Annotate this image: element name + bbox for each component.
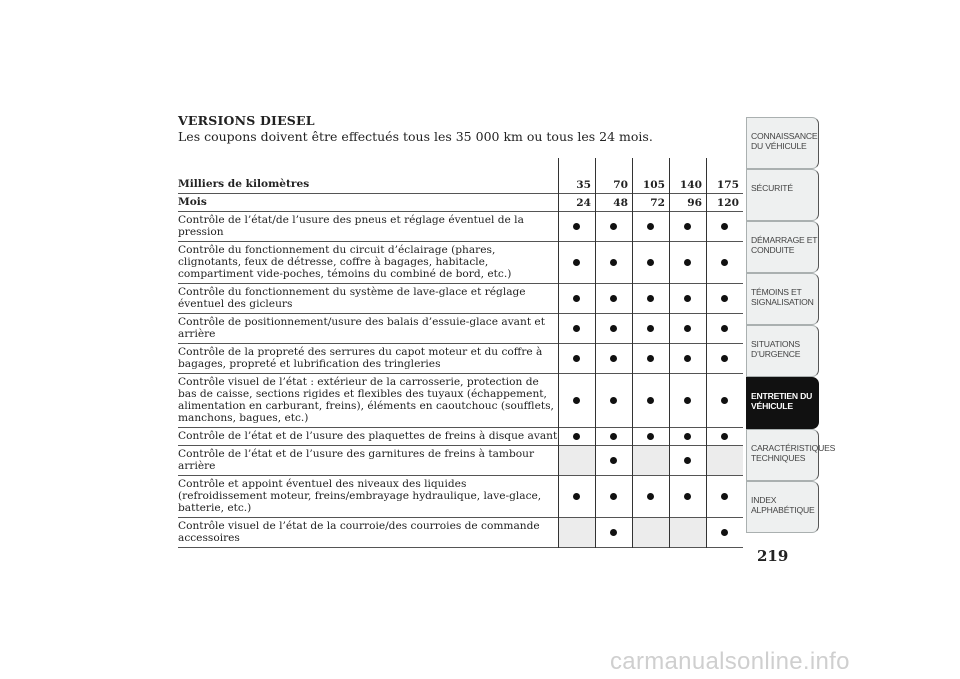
interval-cell bbox=[706, 314, 743, 343]
chapter-sidebar bbox=[746, 117, 836, 533]
interval-cell bbox=[558, 284, 595, 313]
interval-cell bbox=[595, 446, 632, 475]
check-dot-icon bbox=[647, 223, 654, 230]
check-dot-icon bbox=[610, 295, 617, 302]
km-value: 175 bbox=[716, 178, 739, 191]
check-dot-icon bbox=[573, 397, 580, 404]
row-label: Contrôle de positionnement/usure des balais d’essuie-glace avant et arrière bbox=[178, 316, 545, 340]
interval-cell bbox=[558, 212, 595, 241]
table-row bbox=[178, 374, 743, 428]
check-dot-icon bbox=[573, 295, 580, 302]
interval-cell bbox=[595, 374, 632, 427]
check-dot-icon bbox=[610, 457, 617, 464]
row-label: Contrôle de l’état et de l’usure des plaquettes de freins à disque avant bbox=[178, 430, 558, 442]
km-value: 70 bbox=[613, 178, 628, 191]
interval-cell bbox=[595, 284, 632, 313]
column-divider bbox=[669, 158, 670, 548]
month-value: 96 bbox=[687, 196, 702, 209]
check-dot-icon bbox=[573, 355, 580, 362]
interval-cell bbox=[595, 476, 632, 517]
check-dot-icon bbox=[573, 223, 580, 230]
check-dot-icon bbox=[684, 433, 691, 440]
check-dot-icon bbox=[573, 259, 580, 266]
check-dot-icon bbox=[573, 433, 580, 440]
check-dot-icon bbox=[647, 397, 654, 404]
km-value: 140 bbox=[679, 178, 702, 191]
column-divider bbox=[706, 158, 707, 548]
check-dot-icon bbox=[721, 259, 728, 266]
interval-cell bbox=[632, 476, 669, 517]
km-value: 105 bbox=[642, 178, 665, 191]
check-dot-icon bbox=[647, 355, 654, 362]
table-row bbox=[178, 476, 743, 518]
chapter-tab[interactable]: TÉMOINS ET SIGNALISATION bbox=[746, 273, 819, 325]
interval-cell bbox=[706, 374, 743, 427]
interval-cell bbox=[669, 344, 706, 373]
interval-cell bbox=[558, 476, 595, 517]
table-header-months bbox=[178, 194, 743, 212]
row-label: Contrôle de l’état/de l’usure des pneus et réglage éventuel de la pression bbox=[178, 214, 524, 238]
interval-cell bbox=[595, 344, 632, 373]
interval-cell bbox=[632, 518, 669, 547]
interval-cell bbox=[669, 518, 706, 547]
interval-cell bbox=[558, 518, 595, 547]
check-dot-icon bbox=[610, 325, 617, 332]
row-label: Contrôle de la propreté des serrures du capot moteur et du coffre à bagages, propreté et lubrification des tringleries bbox=[178, 346, 543, 370]
interval-cell bbox=[706, 476, 743, 517]
check-dot-icon bbox=[573, 325, 580, 332]
table-row bbox=[178, 242, 743, 284]
table-row bbox=[178, 446, 743, 476]
month-value: 120 bbox=[716, 196, 739, 209]
interval-cell bbox=[632, 314, 669, 343]
check-dot-icon bbox=[721, 397, 728, 404]
interval-cell bbox=[706, 242, 743, 283]
interval-cell bbox=[632, 344, 669, 373]
table-row bbox=[178, 518, 743, 548]
column-divider bbox=[558, 158, 559, 548]
interval-cell bbox=[595, 518, 632, 547]
check-dot-icon bbox=[610, 397, 617, 404]
months-label: Mois bbox=[178, 196, 207, 208]
interval-cell bbox=[595, 428, 632, 445]
chapter-tab[interactable]: CARACTÉRISTIQUES TECHNIQUES bbox=[746, 429, 819, 481]
check-dot-icon bbox=[684, 493, 691, 500]
interval-cell bbox=[669, 212, 706, 241]
chapter-tab[interactable]: ENTRETIEN DU VÉHICULE bbox=[746, 377, 819, 429]
row-label: Contrôle du fonctionnement du circuit d’éclairage (phares, clignotants, feux de détresse, coffre à bagages, habitacle, compartiment vide-poches, témoins du combiné de bord, etc.) bbox=[178, 244, 512, 280]
check-dot-icon bbox=[647, 493, 654, 500]
check-dot-icon bbox=[684, 457, 691, 464]
interval-cell bbox=[632, 446, 669, 475]
interval-cell bbox=[706, 344, 743, 373]
check-dot-icon bbox=[647, 325, 654, 332]
page-number: 219 bbox=[757, 547, 789, 565]
interval-cell bbox=[669, 374, 706, 427]
check-dot-icon bbox=[721, 355, 728, 362]
table-row bbox=[178, 428, 743, 446]
interval-cell bbox=[558, 314, 595, 343]
table-row bbox=[178, 284, 743, 314]
check-dot-icon bbox=[721, 223, 728, 230]
check-dot-icon bbox=[573, 493, 580, 500]
maintenance-table bbox=[178, 158, 743, 548]
interval-cell bbox=[632, 284, 669, 313]
interval-cell bbox=[669, 242, 706, 283]
table-row bbox=[178, 314, 743, 344]
interval-cell bbox=[558, 242, 595, 283]
month-value: 24 bbox=[576, 196, 591, 209]
interval-cell bbox=[669, 284, 706, 313]
check-dot-icon bbox=[610, 259, 617, 266]
row-label: Contrôle de l’état et de l’usure des garnitures de freins à tambour arrière bbox=[178, 448, 535, 472]
interval-cell bbox=[595, 212, 632, 241]
interval-cell bbox=[558, 344, 595, 373]
check-dot-icon bbox=[684, 259, 691, 266]
check-dot-icon bbox=[721, 295, 728, 302]
interval-cell bbox=[669, 476, 706, 517]
check-dot-icon bbox=[610, 355, 617, 362]
check-dot-icon bbox=[647, 295, 654, 302]
interval-cell bbox=[706, 212, 743, 241]
chapter-tab[interactable]: INDEX ALPHABÉTIQUE bbox=[746, 481, 819, 533]
watermark: carmanualsonline.info bbox=[610, 648, 850, 675]
check-dot-icon bbox=[684, 295, 691, 302]
check-dot-icon bbox=[721, 433, 728, 440]
chapter-tab[interactable]: SÉCURITÉ bbox=[746, 169, 819, 221]
table-row bbox=[178, 344, 743, 374]
check-dot-icon bbox=[684, 397, 691, 404]
check-dot-icon bbox=[647, 259, 654, 266]
section-heading: VERSIONS DIESEL bbox=[178, 113, 315, 128]
interval-cell bbox=[595, 242, 632, 283]
interval-cell bbox=[558, 446, 595, 475]
km-label: Milliers de kilomètres bbox=[178, 178, 310, 190]
interval-cell bbox=[632, 242, 669, 283]
interval-cell bbox=[706, 518, 743, 547]
column-divider bbox=[632, 158, 633, 548]
row-label: Contrôle du fonctionnement du système de lave-glace et réglage éventuel des gicleurs bbox=[178, 286, 526, 310]
chapter-tab[interactable]: DÉMARRAGE ET CONDUITE bbox=[746, 221, 819, 273]
interval-cell bbox=[706, 446, 743, 475]
check-dot-icon bbox=[610, 493, 617, 500]
interval-cell bbox=[632, 374, 669, 427]
table-body bbox=[178, 212, 743, 548]
interval-cell bbox=[669, 314, 706, 343]
interval-cell bbox=[706, 428, 743, 445]
month-value: 72 bbox=[650, 196, 665, 209]
interval-cell bbox=[558, 374, 595, 427]
check-dot-icon bbox=[721, 325, 728, 332]
check-dot-icon bbox=[610, 433, 617, 440]
check-dot-icon bbox=[721, 493, 728, 500]
table-header-km bbox=[178, 158, 743, 194]
interval-cell bbox=[669, 446, 706, 475]
check-dot-icon bbox=[721, 529, 728, 536]
check-dot-icon bbox=[647, 433, 654, 440]
table-row bbox=[178, 212, 743, 242]
chapter-tab[interactable]: SITUATIONS D’URGENCE bbox=[746, 325, 819, 377]
interval-cell bbox=[632, 212, 669, 241]
interval-cell bbox=[706, 284, 743, 313]
row-label: Contrôle visuel de l’état : extérieur de la carrosserie, protection de bas de caisse, sections rigides et flexibles des tuyaux (échappement, alimentation en carburant, freins), éléments en caoutchouc (soufflets, manchons, bagues, etc.) bbox=[178, 376, 554, 424]
chapter-tab[interactable]: CONNAISSANCE DU VÉHICULE bbox=[746, 117, 819, 169]
check-dot-icon bbox=[684, 325, 691, 332]
check-dot-icon bbox=[610, 529, 617, 536]
check-dot-icon bbox=[684, 355, 691, 362]
row-label: Contrôle visuel de l’état de la courroie/des courroies de commande accessoires bbox=[178, 520, 540, 544]
interval-cell bbox=[669, 428, 706, 445]
column-divider bbox=[595, 158, 596, 548]
interval-cell bbox=[632, 428, 669, 445]
check-dot-icon bbox=[684, 223, 691, 230]
intro-text: Les coupons doivent être effectués tous les 35 000 km ou tous les 24 mois. bbox=[178, 129, 653, 144]
month-value: 48 bbox=[613, 196, 628, 209]
km-value: 35 bbox=[576, 178, 591, 191]
interval-cell bbox=[558, 428, 595, 445]
check-dot-icon bbox=[610, 223, 617, 230]
interval-cell bbox=[595, 314, 632, 343]
row-label: Contrôle et appoint éventuel des niveaux des liquides (refroidissement moteur, freins/embrayage hydraulique, lave-glace, batterie, etc.) bbox=[178, 478, 542, 514]
